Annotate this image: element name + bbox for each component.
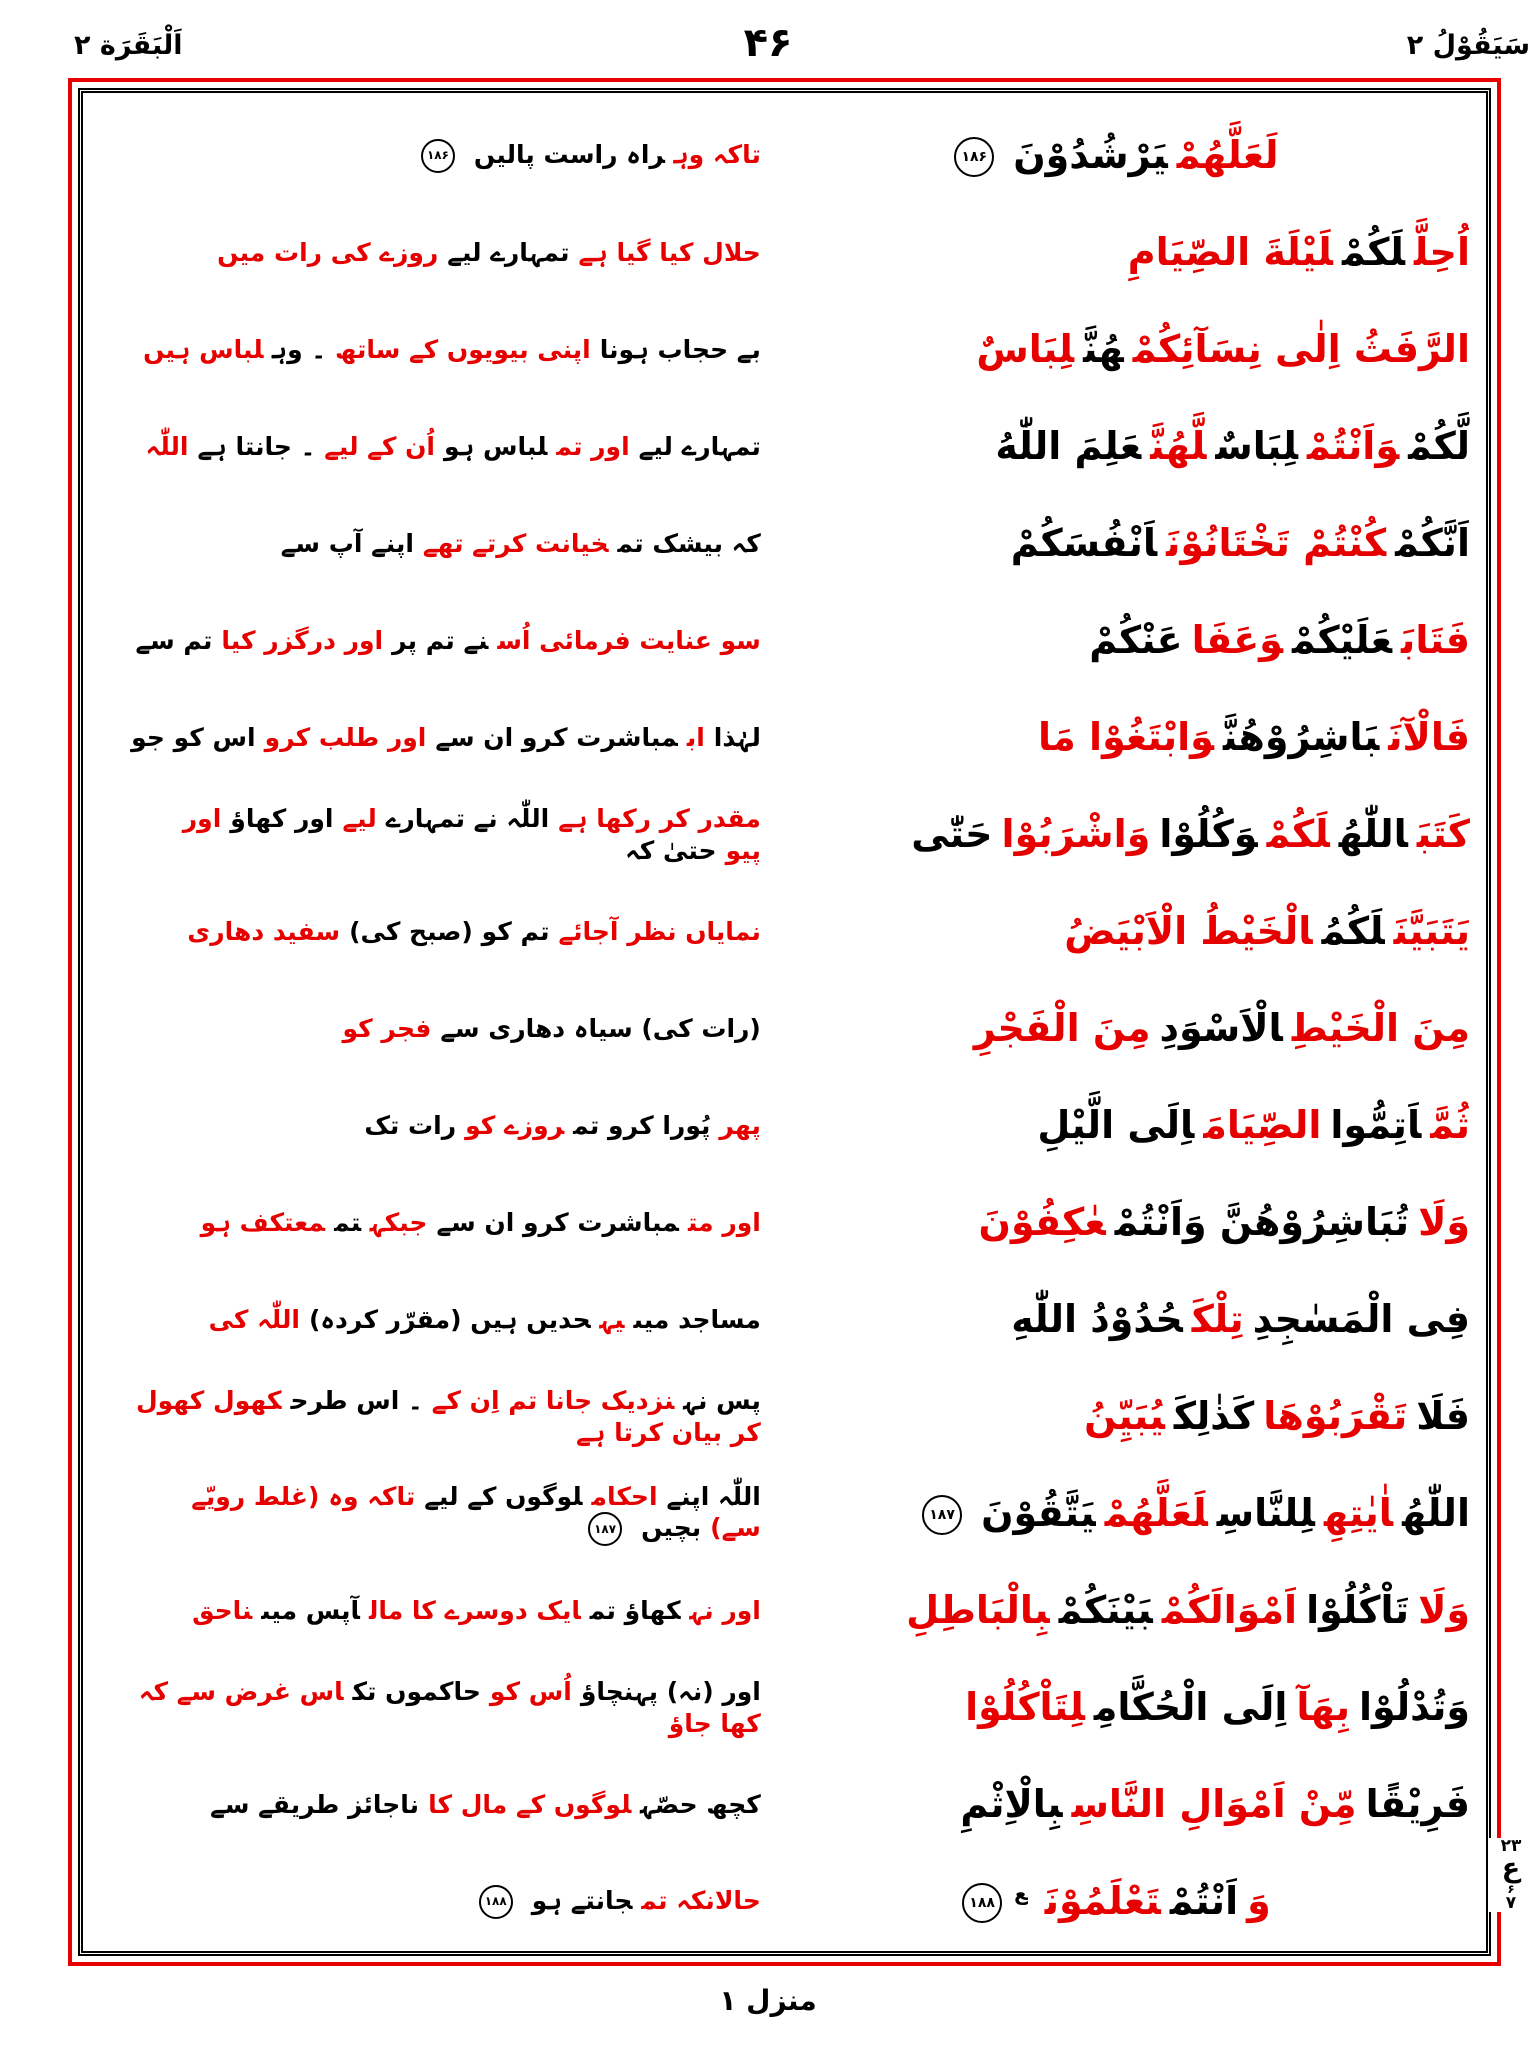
text-segment: فَالْآنَ xyxy=(1388,714,1470,759)
text-segment: اَنْفُسَكُمْ xyxy=(1010,520,1158,565)
text-segment: وَكُلُوْا xyxy=(1159,811,1258,856)
urdu-translation-line xyxy=(93,1595,761,1626)
verse-row xyxy=(93,301,1470,398)
text-segment: پُورا کرو تم xyxy=(573,1110,711,1140)
text-segment: تم سے xyxy=(135,625,213,655)
urdu-translation-line xyxy=(93,1885,761,1919)
text-segment: جبکہ xyxy=(370,1207,428,1237)
text-segment: الْاَسْوَدِ xyxy=(1159,1005,1283,1050)
text-segment: کچھ حصّہ xyxy=(640,1789,761,1819)
text-segment: حلال کیا گیا ہے xyxy=(578,237,761,267)
urdu-translation-line xyxy=(93,1110,761,1141)
text-segment: لَيْلَةَ الصِّيَامِ xyxy=(1127,229,1333,274)
text-segment: رات تک xyxy=(364,1110,457,1140)
text-segment: وَلَا xyxy=(1418,1199,1470,1244)
text-segment: آپس میں xyxy=(261,1595,360,1625)
text-segment: خیانت کرتے تھے xyxy=(422,528,609,558)
verse-row xyxy=(93,1853,1470,1950)
urdu-translation-line xyxy=(93,1207,761,1238)
text-segment: لیے xyxy=(342,804,377,834)
ruku-ayah-count: ۶ xyxy=(1507,1881,1515,1896)
text-segment: اُس کو xyxy=(489,1677,572,1707)
arabic-verse-line xyxy=(761,1686,1470,1730)
verse-row xyxy=(93,1271,1470,1368)
text-segment: بَيْنَكُمْ xyxy=(1058,1587,1153,1632)
text-segment: احکام xyxy=(591,1481,658,1511)
text-segment: فَتَابَ xyxy=(1401,617,1470,662)
text-segment: بِالْبَاطِلِ xyxy=(906,1587,1050,1632)
text-segment: اپنی بیویوں کے ساتھ xyxy=(334,334,591,364)
text-segment: اللّٰہ نے تمہارے xyxy=(385,804,550,834)
verse-row xyxy=(93,883,1470,980)
verse-number-badge: ۱۸۷ xyxy=(588,1512,622,1546)
verse-row xyxy=(93,1562,1470,1659)
text-segment: تِلْكَ xyxy=(1191,1296,1244,1341)
text-segment: حاکموں تک xyxy=(352,1677,481,1707)
arabic-verse-line xyxy=(761,1104,1470,1148)
arabic-verse-line xyxy=(761,910,1470,954)
verse-number-badge: ۱۸۶ xyxy=(954,137,994,177)
arabic-verse-line xyxy=(761,1589,1470,1633)
urdu-translation-line xyxy=(93,334,761,365)
text-segment: جانتے ہو xyxy=(531,1885,633,1915)
text-segment: کھاؤ تم xyxy=(589,1595,681,1625)
text-segment: بے حجاب ہونا xyxy=(599,334,761,364)
arabic-verse-line xyxy=(761,1298,1470,1342)
text-segment: تم کو (صبح کی) xyxy=(349,916,550,946)
surah-name-header: اَلْبَقَرَة ۲ xyxy=(74,30,183,61)
arabic-verse-line xyxy=(761,813,1470,857)
text-segment: اس غرض سے کہ کھا جاؤ xyxy=(138,1677,761,1738)
text-segment: مباشرت کرو ان سے xyxy=(436,1207,679,1237)
arabic-verse-line xyxy=(761,1007,1470,1051)
text-segment: لباس ہیں xyxy=(143,334,264,364)
urdu-translation-line xyxy=(93,1789,761,1820)
text-segment: وَعَفَا xyxy=(1191,617,1283,662)
text-segment: اللّٰہ اپنے xyxy=(666,1481,761,1511)
text-segment: تمہارے لیے xyxy=(447,237,570,267)
text-segment: تم xyxy=(334,1207,362,1237)
verse-row xyxy=(93,1174,1470,1271)
text-segment: هُنَّ xyxy=(1083,326,1124,371)
text-segment: اب xyxy=(686,722,705,752)
ruku-surah-count: ۲۳ xyxy=(1500,1836,1522,1856)
text-segment: ۔ اس طرح xyxy=(290,1386,423,1416)
text-segment: اللّٰهُ xyxy=(1338,811,1408,856)
text-segment: عَلِمَ اللّٰهُ xyxy=(995,423,1142,468)
page-number: ۴۶ xyxy=(743,20,793,66)
text-segment: حدیں ہیں (مقرّر کردہ) xyxy=(308,1304,591,1334)
text-segment: وَابْتَغُوْا مَا xyxy=(1038,714,1214,759)
text-segment: لِبَاسٌ xyxy=(976,326,1075,371)
arabic-verse-line xyxy=(761,522,1470,566)
text-segment: يَتَبَيَّنَ xyxy=(1393,908,1470,953)
text-segment: ناجائز طریقے سے xyxy=(210,1789,420,1819)
text-segment: لِتَاْكُلُوْا xyxy=(965,1684,1085,1729)
text-segment: لہٰذا xyxy=(713,722,761,752)
manzil-footer: منزل ۱ xyxy=(719,1984,817,2017)
text-segment: وَاَنْتُمْ xyxy=(1307,423,1400,468)
arabic-verse-line xyxy=(761,1783,1470,1827)
verse-row xyxy=(93,1077,1470,1174)
text-segment: لَّهُنَّ xyxy=(1150,423,1207,468)
arabic-verse-line xyxy=(761,1201,1470,1245)
text-segment: پھر xyxy=(719,1110,761,1140)
verse-row xyxy=(93,1465,1470,1562)
text-segment: عَنْكُمْ xyxy=(1089,617,1183,662)
verse-row xyxy=(93,1659,1470,1756)
verse-row xyxy=(93,592,1470,689)
text-segment: فجر کو xyxy=(342,1013,432,1043)
urdu-translation-line xyxy=(93,139,761,173)
text-segment: (رات کی) سیاہ دھاری سے xyxy=(440,1013,761,1043)
text-segment: ناحق xyxy=(192,1595,253,1625)
text-segment: یہ xyxy=(599,1304,625,1334)
verse-row xyxy=(93,980,1470,1077)
verse-row xyxy=(93,1368,1470,1465)
verse-row xyxy=(93,107,1470,204)
verse-number-badge: ۱۸۷ xyxy=(922,1495,962,1535)
verse-number-badge: ۱۸۸ xyxy=(479,1885,513,1919)
verse-number-badge: ۱۸۸ xyxy=(962,1883,1002,1923)
urdu-translation-line xyxy=(93,1385,761,1448)
urdu-translation-line xyxy=(93,1304,761,1335)
text-segment: اَتِمُّوا xyxy=(1330,1102,1422,1147)
text-segment: تُبَاشِرُوْهُنَّ وَاَنْتُمْ xyxy=(1114,1199,1410,1244)
text-segment: اپنے آپ سے xyxy=(280,528,414,558)
text-segment: (غلط رویّے سے) xyxy=(191,1481,761,1543)
urdu-translation-line xyxy=(93,722,761,753)
text-segment: يَتَّقُوْنَ xyxy=(981,1490,1096,1535)
text-segment: اور کھاؤ xyxy=(230,804,334,834)
text-segment: عٰكِفُوْنَ xyxy=(978,1199,1106,1244)
ruku-end-ain-icon: ع xyxy=(1014,1881,1028,1905)
text-segment: اَمْوَالَكُمْ xyxy=(1161,1587,1298,1632)
urdu-translation-line xyxy=(93,916,761,947)
arabic-verse-line xyxy=(761,1880,1470,1924)
ruku-ain-icon: ع xyxy=(1501,1853,1521,1885)
text-segment: وَتُدْلُوْا xyxy=(1359,1684,1470,1729)
arabic-verse-line xyxy=(761,716,1470,760)
text-segment: بَاشِرُوْهُنَّ xyxy=(1222,714,1380,759)
page-frame-black-border xyxy=(78,88,1491,1956)
text-segment: بِالْاِثْمِ xyxy=(960,1781,1063,1826)
verse-row xyxy=(93,786,1470,883)
text-segment: تاکہ وہ xyxy=(328,1481,416,1511)
text-segment: بچیں xyxy=(641,1513,702,1543)
urdu-translation-line xyxy=(93,431,761,462)
text-segment: کھول کھول کر بیان کرتا ہے xyxy=(135,1386,761,1447)
text-segment: لَعَلَّهُمْ xyxy=(1176,132,1279,177)
text-segment: بِهَآ xyxy=(1296,1684,1351,1729)
text-segment: اَنْتُمْ xyxy=(1169,1878,1239,1923)
text-segment: ۔ وہ xyxy=(272,334,326,364)
text-segment: ۔ جانتا ہے xyxy=(197,431,316,461)
text-segment: يَرْشُدُوْنَ xyxy=(1013,132,1168,177)
ruku-margin-marker xyxy=(1489,1838,1533,1912)
arabic-verse-line xyxy=(761,328,1470,372)
urdu-translation-line xyxy=(93,625,761,656)
verse-row xyxy=(93,689,1470,786)
text-segment: لَّكُمْ xyxy=(1408,423,1470,468)
text-segment: لباس ہو xyxy=(443,431,548,461)
text-segment: تاکہ وہ xyxy=(673,139,761,169)
text-segment: لَكُمْ xyxy=(1266,811,1330,856)
text-segment: الصِّيَامَ xyxy=(1203,1102,1322,1147)
text-segment: اور مت xyxy=(687,1207,761,1237)
text-segment: اور نہ xyxy=(689,1595,761,1625)
text-segment: سو عنایت فرمائی اُس xyxy=(497,625,761,655)
text-segment: تَاْكُلُوْا xyxy=(1306,1587,1410,1632)
text-segment: مِّنْ اَمْوَالِ النَّاسِ xyxy=(1071,1781,1357,1826)
text-segment: نمایاں نظر آجائے xyxy=(558,916,761,946)
text-segment: اور پیو xyxy=(182,804,761,865)
verse-row xyxy=(93,1756,1470,1853)
text-segment: ایک دوسرے کا مال xyxy=(368,1595,581,1625)
text-segment: حتیٰ کہ xyxy=(625,835,717,865)
text-segment: لوگوں کے لیے xyxy=(424,1481,583,1511)
verse-rows-container xyxy=(83,93,1486,1951)
text-segment: عَلَيْكُمْ xyxy=(1292,617,1393,662)
text-segment: كَذٰلِكَ xyxy=(1173,1393,1255,1438)
text-segment: فِى الْمَسٰجِدِ xyxy=(1252,1296,1470,1341)
text-segment: روزے کو xyxy=(465,1110,565,1140)
text-segment: حالانکہ تم xyxy=(641,1885,761,1915)
text-segment: وَ xyxy=(1247,1878,1271,1923)
ruku-juz-count: ۷ xyxy=(1505,1893,1517,1914)
text-segment: اور (نہ) پہنچاؤ xyxy=(580,1677,761,1707)
arabic-verse-line xyxy=(761,134,1470,178)
text-segment: مِنَ الْفَجْرِ xyxy=(973,1005,1151,1050)
text-segment: اَنَّكُمْ xyxy=(1395,520,1470,565)
text-segment: مساجد میں xyxy=(633,1304,761,1334)
text-segment: اللّٰہ xyxy=(145,431,189,461)
text-segment: نے تم پر xyxy=(392,625,489,655)
text-segment: تمہارے لیے xyxy=(638,431,761,461)
text-segment: وَلَا xyxy=(1418,1587,1470,1632)
text-segment: تَعْلَمُوْنَ xyxy=(1044,1878,1161,1923)
text-segment: لَعَلَّهُمْ xyxy=(1104,1490,1208,1535)
text-segment: كُنْتُمْ تَخْتَانُوْنَ xyxy=(1166,520,1387,565)
text-segment: ثُمَّ xyxy=(1430,1102,1470,1147)
text-segment: سفید دھاری xyxy=(187,916,341,946)
text-segment: تَقْرَبُوْهَا xyxy=(1263,1393,1408,1438)
arabic-verse-line xyxy=(761,619,1470,663)
verse-number-badge: ۱۸۶ xyxy=(421,139,455,173)
text-segment: اور درگزر کیا xyxy=(221,625,384,655)
verse-row xyxy=(93,398,1470,495)
arabic-verse-line xyxy=(761,1492,1470,1536)
verse-row xyxy=(93,204,1470,301)
urdu-translation-line xyxy=(93,528,761,559)
text-segment: الرَّفَثُ اِلٰى نِسَآئِكُمْ xyxy=(1132,326,1470,371)
text-segment: حُدُوْدُ اللّٰهِ xyxy=(1011,1296,1183,1341)
verse-row xyxy=(93,495,1470,592)
urdu-translation-line xyxy=(93,237,761,268)
arabic-verse-line xyxy=(761,1395,1470,1439)
text-segment: اور تم xyxy=(556,431,630,461)
urdu-translation-line xyxy=(93,1481,761,1546)
text-segment: لوگوں کے مال کا xyxy=(428,1789,632,1819)
text-segment: اِلَى الْحُكَّامِ xyxy=(1093,1684,1288,1729)
text-segment: اللّٰهُ xyxy=(1402,1490,1470,1535)
urdu-translation-line xyxy=(93,1013,761,1044)
urdu-translation-line xyxy=(93,1676,761,1739)
text-segment: اُن کے لیے xyxy=(324,431,435,461)
urdu-translation-line xyxy=(93,803,761,866)
text-segment: اللّٰہ کی xyxy=(208,1304,300,1334)
text-segment: اس کو جو xyxy=(131,722,256,752)
text-segment: اور طلب کرو xyxy=(264,722,427,752)
text-segment: كَتَبَ xyxy=(1416,811,1470,856)
text-segment: معتکف ہو xyxy=(200,1207,326,1237)
text-segment: مقدر کر رکھا ہے xyxy=(558,804,761,834)
text-segment: کہ بیشک تم xyxy=(617,528,761,558)
text-segment: لِبَاسٌ xyxy=(1215,423,1299,468)
arabic-verse-line xyxy=(761,231,1470,275)
text-segment: لَكُمُ xyxy=(1321,908,1385,953)
text-segment: فَرِيْقًا xyxy=(1365,1781,1470,1826)
text-segment: پس نہ xyxy=(683,1386,761,1416)
text-segment: يُبَيِّنُ xyxy=(1084,1393,1165,1438)
juz-name-header: سَيَقُوْلُ ۲ xyxy=(1406,30,1530,61)
text-segment: نزدیک جانا تم اِن کے xyxy=(431,1386,675,1416)
text-segment: اٰيٰتِهِ xyxy=(1323,1490,1394,1535)
text-segment: حَتّٰى xyxy=(911,811,993,856)
text-segment: مباشرت کرو ان سے xyxy=(435,722,678,752)
text-segment: وَاشْرَبُوْا xyxy=(1001,811,1151,856)
text-segment: اِلَى الَّيْلِ xyxy=(1037,1102,1195,1147)
text-segment: فَلَا xyxy=(1416,1393,1470,1438)
text-segment: الْخَيْطُ الْاَبْيَضُ xyxy=(1064,908,1313,953)
page-frame-red-border xyxy=(68,78,1501,1966)
text-segment: لَكُمْ xyxy=(1341,229,1406,274)
text-segment: لِلنَّاسِ xyxy=(1216,1490,1315,1535)
arabic-verse-line xyxy=(761,425,1470,469)
text-segment: اُحِلَّ xyxy=(1414,229,1470,274)
text-segment: مِنَ الْخَيْطِ xyxy=(1291,1005,1470,1050)
text-segment: روزے کی رات میں xyxy=(217,237,439,267)
text-segment: راہ راست پالیں xyxy=(473,139,665,169)
